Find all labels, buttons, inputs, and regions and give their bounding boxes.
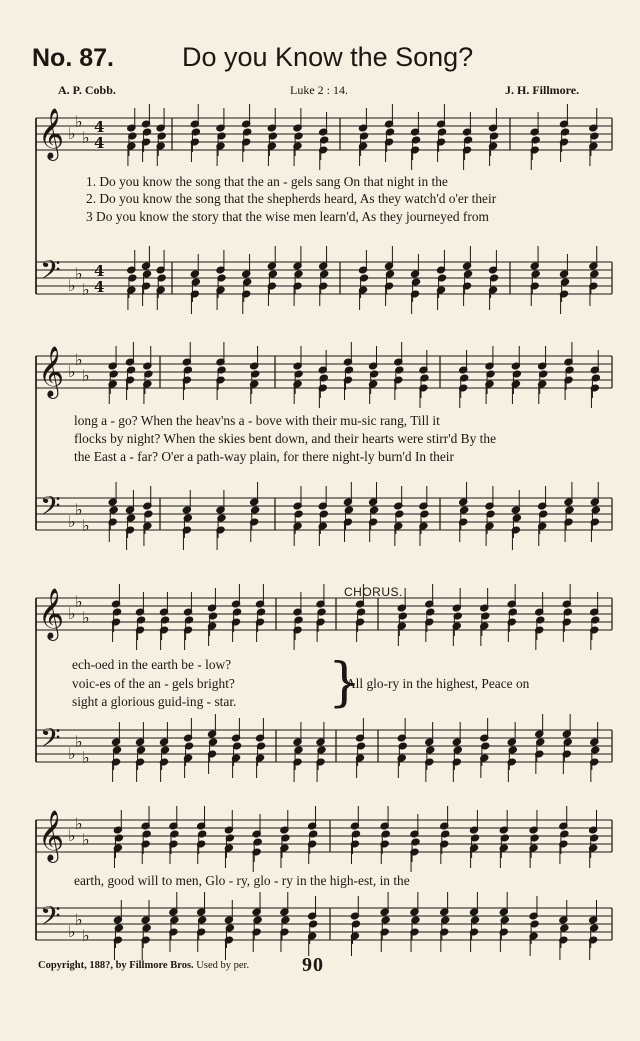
flat-icon: ♭ — [68, 276, 76, 295]
lyric-s3-v1: ech-oed in the earth be - low? — [72, 657, 232, 672]
flat-icon: ♭ — [75, 500, 83, 519]
flat-icon: ♭ — [82, 926, 90, 945]
lyric-s3-v2: voic-es of the an - gels bright? — [72, 676, 235, 691]
bass-clef-icon: 𝄢 — [40, 254, 61, 292]
copyright-line — [38, 960, 249, 971]
flat-icon: ♭ — [68, 744, 76, 763]
lyric-s2-v2: flocks by night? When the skies bent down, and their hearts were stirr'd By the — [74, 431, 497, 446]
scripture-reference: Luke 2 : 14. — [290, 83, 348, 97]
flat-icon: ♭ — [82, 366, 90, 385]
time-signature-digit: 4 — [94, 134, 105, 152]
flat-icon: ♭ — [68, 826, 76, 845]
flat-icon: ♭ — [68, 124, 76, 143]
flat-icon: ♭ — [82, 516, 90, 535]
flat-icon: ♭ — [82, 830, 90, 849]
lyric-s1-v3: 3 Do you know the story that the wise men learn'd, As they journeyed from — [86, 209, 489, 224]
bass-clef-icon: 𝄢 — [40, 490, 61, 528]
flat-icon: ♭ — [75, 592, 83, 611]
bass-clef-icon: 𝄢 — [40, 722, 61, 760]
treble-clef-icon: 𝄞 — [38, 108, 65, 159]
time-signature-digit: 4 — [94, 118, 105, 136]
treble-clef-icon: 𝄞 — [38, 588, 65, 639]
treble-clef-icon: 𝄞 — [38, 810, 65, 861]
flat-icon: ♭ — [75, 732, 83, 751]
copyright-text: Copyright, 188?, by Fillmore Bros. — [38, 960, 194, 971]
flat-icon: ♭ — [82, 748, 90, 767]
brace-icon: } — [328, 653, 362, 713]
time-signature-digit: 4 — [94, 278, 105, 296]
lyric-s4-chorus: earth, good will to men, Glo - ry, glo - ry in the high-est, in the — [74, 873, 410, 888]
page-number: 90 — [302, 954, 324, 976]
lyric-s1-v1: 1. Do you know the song that the an - gels sang On that night in the — [86, 174, 448, 189]
flat-icon: ♭ — [75, 814, 83, 833]
flat-icon: ♭ — [68, 604, 76, 623]
lyricist: A. P. Cobb. — [58, 83, 116, 97]
flat-icon: ♭ — [82, 128, 90, 147]
flat-icon: ♭ — [75, 910, 83, 929]
flat-icon: ♭ — [82, 280, 90, 299]
flat-icon: ♭ — [68, 362, 76, 381]
lyric-s2-v3: the East a - far? O'er a path-way plain, for there night-ly burn'd In their — [74, 449, 454, 464]
treble-clef-icon: 𝄞 — [38, 346, 65, 397]
used-by-text: Used by per. — [196, 960, 250, 971]
lyric-s3-chorus: All glo-ry in the highest, Peace on — [346, 676, 530, 691]
flat-icon: ♭ — [75, 112, 83, 131]
bass-clef-icon: 𝄢 — [40, 900, 61, 938]
flat-icon: ♭ — [75, 350, 83, 369]
chorus-label: CHORUS. — [344, 585, 403, 599]
composer: J. H. Fillmore. — [505, 83, 580, 97]
hymn-number: No. 87. — [32, 44, 114, 72]
flat-icon: ♭ — [68, 512, 76, 531]
lyric-s3-v3: sight a glorious guid-ing - star. — [72, 694, 237, 709]
lyric-s1-v2: 2. Do you know the song that the shepherds heard, As they watch'd o'er their — [86, 191, 497, 206]
lyric-s2-v1: long a - go? When the heav'ns a - bove with their mu-sic rang, Till it — [74, 413, 440, 428]
time-signature-digit: 4 — [94, 262, 105, 280]
flat-icon: ♭ — [82, 608, 90, 627]
flat-icon: ♭ — [75, 264, 83, 283]
flat-icon: ♭ — [68, 922, 76, 941]
hymn-title: Do you Know the Song? — [182, 42, 474, 72]
